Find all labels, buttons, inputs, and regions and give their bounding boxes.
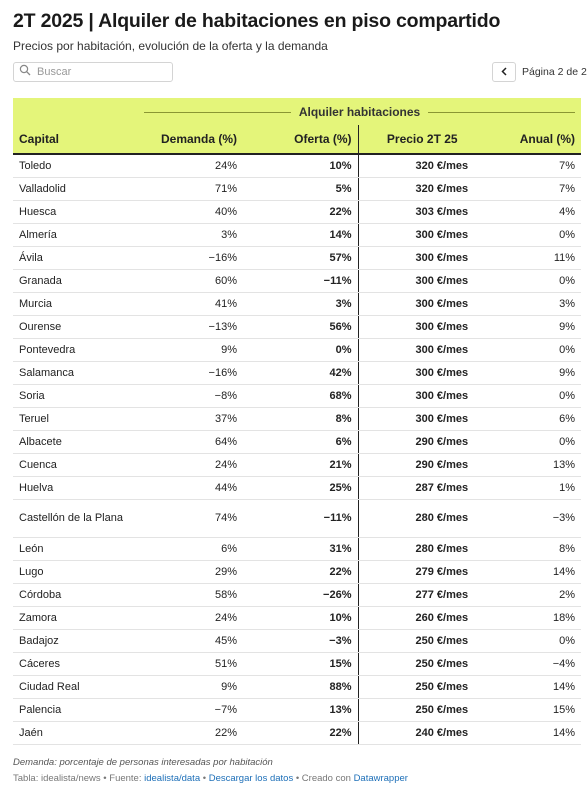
- cell-oferta: 6%: [243, 430, 358, 453]
- cell-anual: 0%: [486, 384, 581, 407]
- cell-oferta: 57%: [243, 246, 358, 269]
- data-table: [13, 98, 581, 745]
- page-indicator: Página 2 de 2: [522, 66, 587, 78]
- cell-precio: 250 €/mes: [358, 698, 486, 721]
- table-row: [13, 361, 581, 384]
- cell-capital: Córdoba: [13, 583, 138, 606]
- cell-capital: Albacete: [13, 430, 138, 453]
- cell-demanda: 24%: [138, 453, 243, 476]
- cell-capital: Murcia: [13, 292, 138, 315]
- cell-anual: 11%: [486, 246, 581, 269]
- cell-capital: Teruel: [13, 407, 138, 430]
- cell-oferta: 22%: [243, 721, 358, 744]
- cell-demanda: 24%: [138, 154, 243, 177]
- cell-capital: Badajoz: [13, 629, 138, 652]
- cell-capital: Salamanca: [13, 361, 138, 384]
- cell-oferta: 42%: [243, 361, 358, 384]
- column-header-precio[interactable]: Precio 2T 25: [358, 125, 486, 154]
- cell-precio: 300 €/mes: [358, 315, 486, 338]
- cell-precio: 240 €/mes: [358, 721, 486, 744]
- cell-capital: Ourense: [13, 315, 138, 338]
- column-header-capital[interactable]: Capital: [13, 125, 138, 154]
- search-icon: [19, 63, 31, 81]
- cell-precio: 300 €/mes: [358, 407, 486, 430]
- table-row: [13, 292, 581, 315]
- cell-capital: Valladolid: [13, 177, 138, 200]
- cell-capital: Almería: [13, 223, 138, 246]
- cell-precio: 280 €/mes: [358, 537, 486, 560]
- cell-oferta: 13%: [243, 698, 358, 721]
- cell-demanda: 40%: [138, 200, 243, 223]
- cell-capital: Lugo: [13, 560, 138, 583]
- table-row: [13, 430, 581, 453]
- cell-anual: 0%: [486, 430, 581, 453]
- cell-demanda: 51%: [138, 652, 243, 675]
- cell-anual: 13%: [486, 453, 581, 476]
- cell-capital: Ávila: [13, 246, 138, 269]
- cell-anual: 14%: [486, 721, 581, 744]
- cell-oferta: 0%: [243, 338, 358, 361]
- cell-demanda: −7%: [138, 698, 243, 721]
- cell-precio: 250 €/mes: [358, 675, 486, 698]
- cell-capital: Zamora: [13, 606, 138, 629]
- page-subtitle: Precios por habitación, evolución de la oferta y la demanda: [13, 39, 328, 53]
- footer-note: Demanda: porcentaje de personas interesadas por habitación: [13, 757, 273, 768]
- cell-precio: 260 €/mes: [358, 606, 486, 629]
- table-row: [13, 223, 581, 246]
- cell-anual: 0%: [486, 338, 581, 361]
- cell-precio: 300 €/mes: [358, 292, 486, 315]
- table-row: [13, 499, 581, 537]
- table-row: [13, 652, 581, 675]
- chevron-left-icon: [500, 63, 509, 81]
- cell-anual: 9%: [486, 315, 581, 338]
- cell-anual: 7%: [486, 154, 581, 177]
- cell-capital: Ciudad Real: [13, 675, 138, 698]
- table-row: [13, 606, 581, 629]
- cell-oferta: 8%: [243, 407, 358, 430]
- cell-anual: 2%: [486, 583, 581, 606]
- created-with-text: • Creado con: [293, 773, 354, 784]
- table-row: [13, 384, 581, 407]
- cell-oferta: 10%: [243, 154, 358, 177]
- cell-precio: 300 €/mes: [358, 223, 486, 246]
- table-body: [13, 154, 581, 744]
- cell-precio: 300 €/mes: [358, 269, 486, 292]
- table-row: [13, 453, 581, 476]
- cell-demanda: 24%: [138, 606, 243, 629]
- cell-precio: 300 €/mes: [358, 338, 486, 361]
- cell-capital: Palencia: [13, 698, 138, 721]
- cell-anual: −3%: [486, 499, 581, 537]
- cell-capital: Huesca: [13, 200, 138, 223]
- table-row: [13, 583, 581, 606]
- cell-oferta: 22%: [243, 200, 358, 223]
- cell-oferta: −11%: [243, 269, 358, 292]
- cell-capital: Pontevedra: [13, 338, 138, 361]
- cell-precio: 279 €/mes: [358, 560, 486, 583]
- cell-anual: 18%: [486, 606, 581, 629]
- cell-oferta: −26%: [243, 583, 358, 606]
- table-row: [13, 315, 581, 338]
- footer-source: [13, 773, 408, 784]
- table-row: [13, 338, 581, 361]
- cell-anual: 14%: [486, 675, 581, 698]
- group-header-label: Alquiler habitaciones: [291, 105, 428, 119]
- cell-oferta: 25%: [243, 476, 358, 499]
- cell-oferta: 3%: [243, 292, 358, 315]
- cell-anual: 7%: [486, 177, 581, 200]
- search-input[interactable]: [37, 66, 167, 78]
- cell-oferta: −11%: [243, 499, 358, 537]
- table-row: [13, 407, 581, 430]
- cell-anual: 14%: [486, 560, 581, 583]
- cell-demanda: 58%: [138, 583, 243, 606]
- data-table-container: [13, 98, 581, 745]
- cell-anual: 9%: [486, 361, 581, 384]
- cell-capital: Castellón de la Plana: [13, 499, 138, 537]
- table-row: [13, 629, 581, 652]
- cell-demanda: 44%: [138, 476, 243, 499]
- cell-capital: Granada: [13, 269, 138, 292]
- source-prefix: Tabla: idealista/news • Fuente:: [13, 773, 145, 784]
- cell-precio: 320 €/mes: [358, 177, 486, 200]
- cell-demanda: 9%: [138, 338, 243, 361]
- table-row: [13, 675, 581, 698]
- table-row: [13, 721, 581, 744]
- cell-anual: 4%: [486, 200, 581, 223]
- cell-anual: 0%: [486, 269, 581, 292]
- cell-demanda: 3%: [138, 223, 243, 246]
- table-row: [13, 246, 581, 269]
- group-header-cell: [138, 98, 581, 125]
- cell-anual: −4%: [486, 652, 581, 675]
- cell-capital: León: [13, 537, 138, 560]
- column-header-demanda[interactable]: Demanda (%): [138, 125, 243, 154]
- cell-precio: 287 €/mes: [358, 476, 486, 499]
- cell-demanda: 29%: [138, 560, 243, 583]
- cell-precio: 277 €/mes: [358, 583, 486, 606]
- cell-demanda: 41%: [138, 292, 243, 315]
- cell-demanda: −13%: [138, 315, 243, 338]
- cell-anual: 0%: [486, 629, 581, 652]
- group-spacer: [13, 98, 138, 125]
- cell-demanda: 37%: [138, 407, 243, 430]
- cell-oferta: 31%: [243, 537, 358, 560]
- cell-precio: 290 €/mes: [358, 453, 486, 476]
- cell-oferta: −3%: [243, 629, 358, 652]
- cell-precio: 250 €/mes: [358, 629, 486, 652]
- cell-precio: 303 €/mes: [358, 200, 486, 223]
- cell-precio: 300 €/mes: [358, 361, 486, 384]
- table-row: [13, 177, 581, 200]
- cell-capital: Cuenca: [13, 453, 138, 476]
- cell-capital: Soria: [13, 384, 138, 407]
- source-separator: •: [200, 773, 209, 784]
- cell-anual: 1%: [486, 476, 581, 499]
- cell-demanda: 64%: [138, 430, 243, 453]
- pagination: [492, 62, 587, 82]
- cell-demanda: 71%: [138, 177, 243, 200]
- cell-demanda: 60%: [138, 269, 243, 292]
- cell-demanda: −16%: [138, 361, 243, 384]
- footer-notes: [13, 757, 408, 784]
- cell-anual: 8%: [486, 537, 581, 560]
- cell-oferta: 14%: [243, 223, 358, 246]
- table-row: [13, 698, 581, 721]
- cell-demanda: 74%: [138, 499, 243, 537]
- column-header-oferta[interactable]: Oferta (%): [243, 125, 358, 154]
- cell-oferta: 15%: [243, 652, 358, 675]
- cell-capital: Cáceres: [13, 652, 138, 675]
- cell-precio: 320 €/mes: [358, 154, 486, 177]
- cell-anual: 15%: [486, 698, 581, 721]
- cell-oferta: 22%: [243, 560, 358, 583]
- datawrapper-link[interactable]: Datawrapper: [353, 773, 408, 784]
- cell-precio: 290 €/mes: [358, 430, 486, 453]
- cell-precio: 300 €/mes: [358, 246, 486, 269]
- cell-oferta: 68%: [243, 384, 358, 407]
- cell-oferta: 10%: [243, 606, 358, 629]
- cell-precio: 300 €/mes: [358, 384, 486, 407]
- cell-capital: Huelva: [13, 476, 138, 499]
- cell-oferta: 21%: [243, 453, 358, 476]
- table-row: [13, 200, 581, 223]
- page-title: 2T 2025 | Alquiler de habitaciones en piso compartido: [13, 10, 501, 32]
- cell-demanda: −8%: [138, 384, 243, 407]
- cell-capital: Jaén: [13, 721, 138, 744]
- source-link[interactable]: idealista/data: [144, 773, 201, 784]
- column-header-anual[interactable]: Anual (%): [486, 125, 581, 154]
- download-data-link[interactable]: Descargar los datos: [208, 773, 294, 784]
- search-box[interactable]: [13, 62, 173, 82]
- table-row: [13, 154, 581, 177]
- cell-anual: 3%: [486, 292, 581, 315]
- cell-anual: 0%: [486, 223, 581, 246]
- cell-anual: 6%: [486, 407, 581, 430]
- cell-demanda: 9%: [138, 675, 243, 698]
- table-row: [13, 560, 581, 583]
- cell-demanda: 22%: [138, 721, 243, 744]
- cell-demanda: 45%: [138, 629, 243, 652]
- cell-precio: 250 €/mes: [358, 652, 486, 675]
- previous-page-button[interactable]: [492, 62, 516, 82]
- table-row: [13, 476, 581, 499]
- cell-demanda: −16%: [138, 246, 243, 269]
- table-row: [13, 269, 581, 292]
- cell-capital: Toledo: [13, 154, 138, 177]
- cell-precio: 280 €/mes: [358, 499, 486, 537]
- table-row: [13, 537, 581, 560]
- cell-demanda: 6%: [138, 537, 243, 560]
- cell-oferta: 5%: [243, 177, 358, 200]
- cell-oferta: 88%: [243, 675, 358, 698]
- cell-oferta: 56%: [243, 315, 358, 338]
